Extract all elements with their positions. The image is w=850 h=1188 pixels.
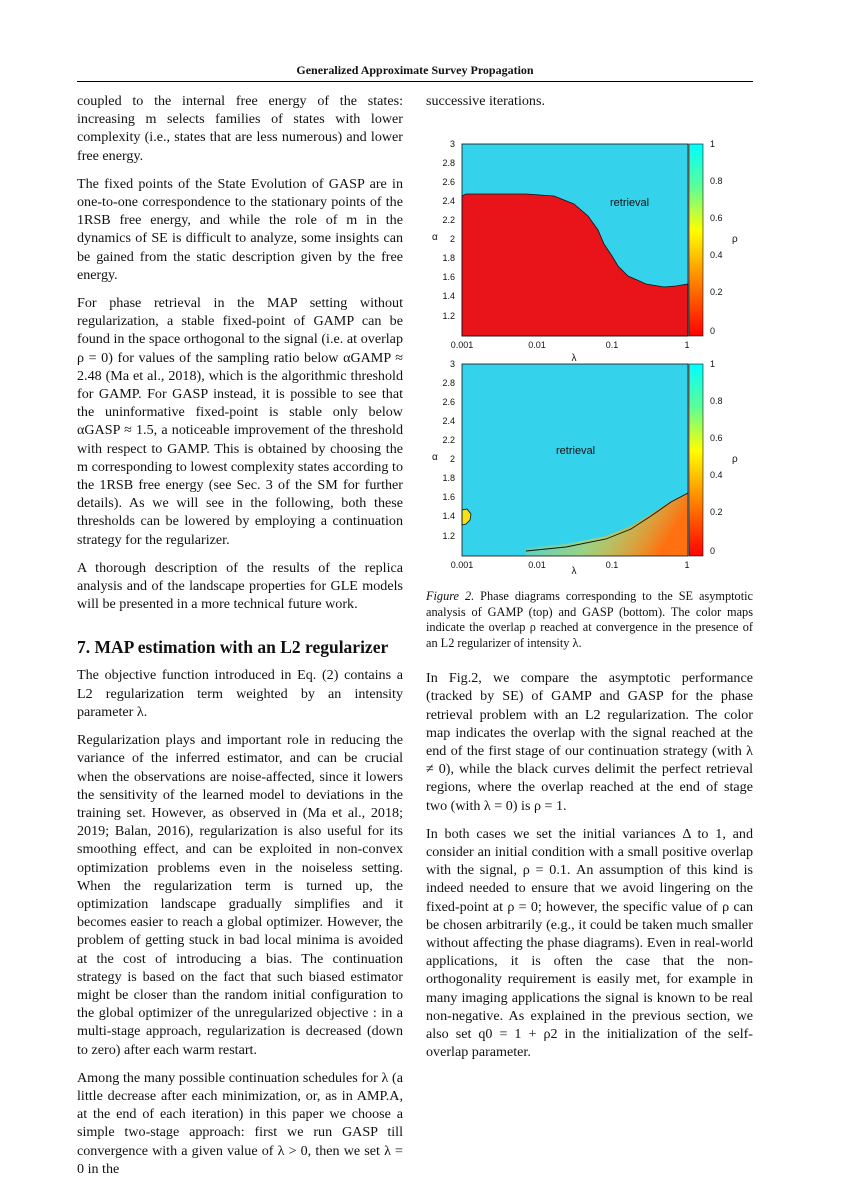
colorbar-label: ρ bbox=[732, 454, 738, 466]
gasp-panel bbox=[432, 359, 738, 576]
x-tick: 1 bbox=[684, 340, 690, 351]
paragraph: A thorough description of the results of the replica analysis and of the landscape properties for GLE models will be presented in a more technical future work. bbox=[77, 559, 403, 613]
colorbar-tick: 0.8 bbox=[710, 396, 723, 407]
paragraph: In both cases we set the initial variances Δ to 1, and consider an initial condition with a small positive overlap with the signal, ρ = 0.1. An assumption of this kind is indeed needed to ensure that we avoid lingering on the fixed-point at ρ = 0; however, the specific value of ρ can be chosen arbitrarily (e.g., it could be taken much smaller without affecting the phase diagrams). Even in real-world applications, it is often the case that the non-orthogonality requirement is easily met, for example in many imaging applications the signal is known to be real non-negative. As explained in the previous section, we also set q0 = 1 + ρ2 in the initialization of the self-overlap parameter. bbox=[426, 825, 753, 1061]
colorbar-ticks bbox=[710, 139, 723, 336]
y-tick: 2.2 bbox=[442, 215, 455, 226]
colorbar bbox=[689, 364, 703, 556]
colorbar-tick: 0.6 bbox=[710, 433, 723, 444]
colorbar-tick: 0.6 bbox=[710, 213, 723, 224]
y-tick: 2 bbox=[449, 234, 455, 245]
colorbar-label: ρ bbox=[732, 234, 738, 246]
x-axis-ticks bbox=[451, 560, 690, 570]
x-tick: 1 bbox=[684, 560, 690, 571]
y-tick: 2.4 bbox=[442, 196, 455, 207]
colorbar-tick: 0.2 bbox=[710, 507, 723, 518]
x-tick: 0.1 bbox=[605, 560, 619, 571]
paragraph: The objective function introduced in Eq. (2) contains a L2 regularization term weighted by an intensity parameter λ. bbox=[77, 667, 403, 720]
paragraph: Regularization plays and important role in reducing the variance of the inferred estimator, and can be crucial when the observations are noise-affected, since it lowers the sensitivity of the learned model to deviations in the training set. However, as observed in (Ma et al., 2018; 2019; Balan, 2016), regularization is also useful for its smoothing effect, and can be exploited in non-convex optimization problems even in the noiseless setting. When the regularization term is turned up, the optimization landscape gradually simplifies and it becomes easier to reach a global optimizer. However, the problem of getting stuck in bad local minima is avoided at the cost of introducing a bias. The continuation strategy is based on the fact that such biased estimator might be closer than the random initial configuration to the global optimizer of the unregularized objective : in a multi-stage approach, regularization is decreased (down to zero) after each warm restart. bbox=[77, 732, 403, 1058]
colorbar-tick: 0.2 bbox=[710, 287, 723, 298]
figure-2 bbox=[426, 116, 753, 651]
y-tick: 2.8 bbox=[442, 158, 455, 169]
colorbar-tick: 1 bbox=[710, 359, 716, 370]
y-axis-label: α bbox=[432, 232, 438, 244]
colorbar-tick: 0.8 bbox=[710, 176, 723, 187]
y-tick: 1.6 bbox=[442, 272, 455, 283]
region-label: retrieval bbox=[610, 197, 650, 210]
y-tick: 1.2 bbox=[442, 531, 455, 542]
colorbar-tick: 0 bbox=[710, 546, 716, 557]
caption-label: Figure 2. bbox=[426, 589, 475, 604]
paragraph: For phase retrieval in the MAP setting without regularization, a stable fixed-point of GAMP can be found in the space orthogonal to the signal (i.e. at overlap ρ = 0) for values of the sampling ratio below αGAMP ≈ 2.48 (Ma et al., 2018), which is the algorithmic threshold for GAMP. For GASP instead, it is possible to see that the uninformative fixed-point is stable only below αGASP ≈ 1.5, a noticeable improvement of the threshold with respect to GAMP. This is obtained by choosing the m corresponding to lowest complexity states according to the 1RSB free energy (see Sec. 3 of the SM for further details). As we will see in the following, both these thresholds can be lowered by employing a continuation strategy for the regularizer. bbox=[77, 295, 403, 548]
caption-text: Phase diagrams corresponding to the SE asymptotic analysis of GAMP (top) and GASP (bottom). The color maps indicate the overlap ρ reached at convergence in the presence of an L2 regularizer of intensity λ. bbox=[426, 589, 753, 650]
colorbar-ticks bbox=[710, 359, 723, 556]
colorbar-tick: 0.4 bbox=[710, 250, 723, 261]
phase-diagrams bbox=[426, 116, 753, 576]
colorbar-tick: 1 bbox=[710, 139, 716, 150]
left-column bbox=[77, 92, 403, 1188]
gamp-panel bbox=[432, 139, 738, 364]
y-tick: 1.6 bbox=[442, 492, 455, 503]
right-column bbox=[426, 92, 753, 1071]
region-label: retrieval bbox=[556, 445, 596, 458]
y-tick: 1.4 bbox=[442, 291, 455, 302]
x-tick: 0.1 bbox=[605, 340, 619, 351]
x-tick: 0.01 bbox=[528, 340, 546, 351]
running-header: Generalized Approximate Survey Propagation bbox=[77, 63, 753, 82]
y-tick: 1.4 bbox=[442, 511, 455, 522]
y-tick: 2.6 bbox=[442, 397, 455, 408]
paragraph: In Fig.2, we compare the asymptotic performance (tracked by SE) of GAMP and GASP for the phase retrieval problem with an L2 regularization. The color map indicates the overlap with the signal reached at the end of the first stage of our continuation strategy (with λ ≠ 0), while the black curves delimit the perfect retrieval regions, where the overlap reached at the end of stage two (with λ = 0) is ρ = 1. bbox=[426, 670, 753, 814]
y-tick: 3 bbox=[449, 359, 455, 370]
y-axis-ticks bbox=[442, 359, 455, 541]
y-tick: 1.8 bbox=[442, 253, 455, 264]
x-tick: 0.001 bbox=[450, 340, 474, 351]
paragraph: successive iterations. bbox=[426, 93, 545, 109]
y-axis-ticks bbox=[442, 139, 455, 321]
y-tick: 2 bbox=[449, 454, 455, 465]
paragraph: Among the many possible continuation schedules for λ (a little decrease after each minimization, or, as in AMP.A, at the end of each iteration) in this paper we choose a simple two-stage approach: first we run GASP till convergence with a given value of λ > 0, then we set λ = 0 in the bbox=[77, 1069, 403, 1177]
x-tick: 0.01 bbox=[528, 560, 546, 571]
y-tick: 2.8 bbox=[442, 378, 455, 389]
y-tick: 2.6 bbox=[442, 177, 455, 188]
x-axis-label: λ bbox=[571, 566, 577, 577]
colorbar-tick: 0.4 bbox=[710, 470, 723, 481]
figure-caption bbox=[426, 589, 753, 651]
paragraph: The fixed points of the State Evolution of GASP are in one-to-one correspondence to the stationary points of the 1RSB free energy, and while the role of m in the dynamics of SE is difficult to analyze, some insights can be gained from the static description given by the free energy. bbox=[77, 175, 403, 283]
x-tick: 0.001 bbox=[450, 560, 474, 571]
y-tick: 2.2 bbox=[442, 435, 455, 446]
y-tick: 1.8 bbox=[442, 473, 455, 484]
y-axis-label: α bbox=[432, 452, 438, 464]
x-axis-ticks bbox=[451, 340, 690, 350]
y-tick: 3 bbox=[449, 139, 455, 150]
y-tick: 2.4 bbox=[442, 416, 455, 427]
paragraph: coupled to the internal free energy of the states: increasing m selects families of states with lower complexity (i.e., states that are less numerous) and lower free energy. bbox=[77, 93, 403, 164]
y-tick: 1.2 bbox=[442, 311, 455, 322]
section-heading: 7. MAP estimation with an L2 regularizer bbox=[77, 637, 389, 658]
colorbar bbox=[689, 144, 703, 336]
colorbar-tick: 0 bbox=[710, 326, 716, 337]
x-axis-label: λ bbox=[571, 353, 577, 365]
